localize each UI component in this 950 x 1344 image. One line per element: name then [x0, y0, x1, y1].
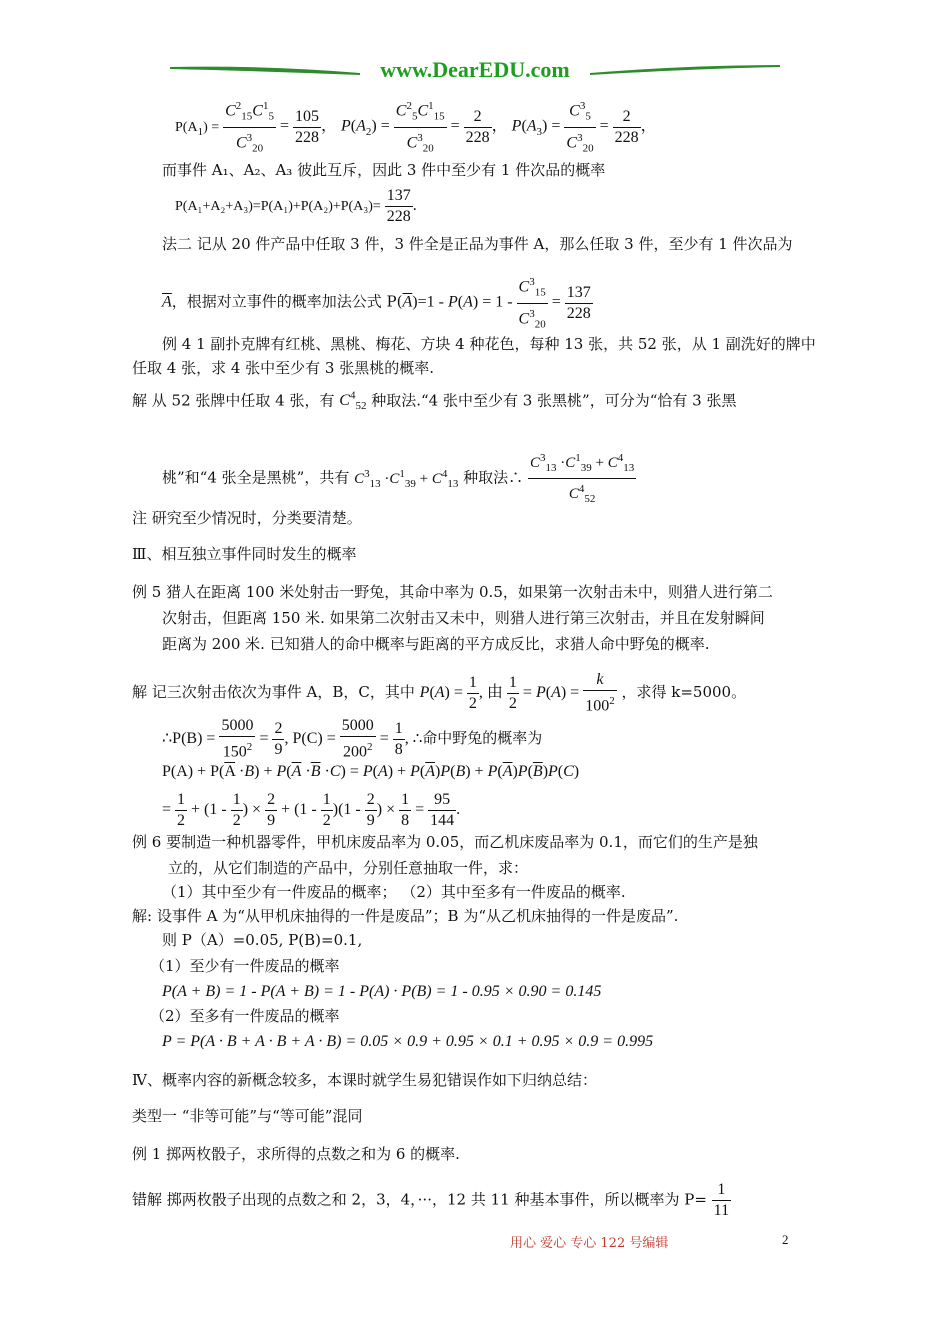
text-line-example5-cont2: 距离为 200 米. 已知猎人的命中概率与距离的平方成反比，求猎人命中野兔的概率. [162, 635, 710, 653]
page-number: 2 [782, 1232, 789, 1247]
text-line-note: 注 研究至少情况时，分类要清楚。 [132, 509, 362, 527]
formula-pa-values: $P(A_1)$ = $\frac{C^2_{15}C^1_5}{C^3_{20}}$ = $\frac{105}{228}$ ， $P(A_2)$ = $\frac{C^2_5C^1_{15}}{C^3_{20}}$ = $\frac{2}{228}$ ， $P(A_3)$ = $\frac{C^3_5}{C^3_{20}}$ = $\frac{2}{228}$ ， [175, 96, 657, 146]
section-heading-independent-events: Ⅲ、相互独立事件同时发生的概率 [132, 545, 357, 563]
text-line-solution6: 解: 设事件 A 为“从甲机床抽得的一件是废品”；B 为“从乙机床抽得的一件是废品”. [132, 907, 679, 925]
text-line-example1: 例 1 掷两枚骰子，求所得的点数之和为 6 的概率. [132, 1145, 460, 1163]
text-line-example6: 例 6 要制造一种机器零件，甲机床废品率为 0.05，而乙机床废品率为 0.1，而它们的生产是独 [132, 833, 758, 851]
text-line-example5-cont1: 次射击，但距离 150 米. 如果第二次射击又未中，则猎人进行第三次射击，并且在发射瞬间 [162, 609, 765, 627]
text-line-part1: （1）至少有一件废品的概率 [150, 957, 340, 975]
text-line-mutually-exclusive: 而事件 A₁、A₂、A₃ 彼此互斥，因此 3 件中至少有 1 件次品的概率 [162, 161, 606, 179]
formula-hit-result: = $\frac{1}{2}$ + (1 - $\frac{1}{2}$ ) × $\frac{2}{9}$ + (1 - $\frac{1}{2}$ )(1 - $\frac{2}{9}$ ) × $\frac{1}{8}$ = $\frac{95}{144}$ . [162, 791, 461, 829]
text-line-part2: （2）至多有一件废品的概率 [150, 1007, 340, 1025]
text-line-example4-cont: 任取 4 张，求 4 张中至少有 3 张黑桃的概率. [132, 359, 435, 377]
text-line-solution4: 解 从 52 张牌中任取 4 张，有 $C^4_{52}$ 种取法.“4 张中至少有 3 张黑桃”，可分为“恰有 3 张黑 [132, 390, 737, 413]
text-line-example6-cont: 立的，从它们制造的产品中，分别任意抽取一件，求： [168, 859, 529, 877]
footer-editor-note: 用心 爱心 专心 122 号编辑 [510, 1236, 669, 1251]
text-line-wrong-solution: 错解 掷两枚骰子出现的点数之和 2，3，4，···，12 共 11 种基本事件，所以概率为 P= $\frac{1}{11}$ [132, 1181, 730, 1219]
text-line-example6-questions: （1）其中至少有一件废品的概率； （2）其中至多有一件废品的概率. [162, 883, 626, 901]
text-line-example4: 例 4 1 副扑克牌有红桃、黑桃、梅花、方块 4 种花色，每种 13 张，共 52 张，从 1 副洗好的牌中 [162, 335, 816, 353]
formula-complement: $\overline{A}$，根据对立事件的概率加法公式 $P(\overline{A})=1 - P(A) = 1$ - $\frac{C^3_{15}}{C^3_{20}}$ = $\frac{137}{228}$ [162, 272, 593, 334]
formula-part1: P(A + B) = 1 - P(A + B) = 1 - P(A) · P(B) = 1 - 0.95 × 0.90 = 0.145 [162, 983, 602, 1000]
dearedu-logo [170, 55, 780, 85]
text-line-example5: 例 5 猎人在距离 100 米处射击一野兔，其命中率为 0.5，如果第一次射击未中，则猎人进行第二 [132, 583, 773, 601]
formula-union: P(A₁+A₂+A₃)=P(A₁)+P(A₂)+P(A₃)= $\frac{137}{228}$ . [175, 187, 417, 225]
formula-hit-probability: $P(A) + P(\overline{A} \cdot B) + P(\overline{A} \cdot\overline{B} \cdot C) = P(A) + P(\overline{A})P(B) + P(\overline{A})P(\overline{B})P(C)$ [162, 763, 580, 780]
formula-pb-pc: ∴P(B) = $\frac{5000}{150^2}$ = $\frac{2}{9}$ , P(C) = $\frac{5000}{200^2}$ = $\frac{1}{8}$ , ∴命中野兔的概率为 [162, 717, 543, 761]
section-heading-common-errors: Ⅳ、概率内容的新概念较多，本课时就学生易犯错误作如下归纳总结： [132, 1071, 597, 1089]
text-line-solution4-cont: 桃”和“4 张全是黑桃”，共有 $C^3_{13} \cdot C^1_{39} + C^4_{13}$ 种取法∴ $\frac{C^3_{13} \cdot C^1_{39} + C^4_{13}}{C^4_{52}}$ [162, 448, 636, 509]
text-line-type1: 类型一 “非等可能”与“等可能”混同 [132, 1107, 363, 1125]
text-line-method2: 法二 记从 20 件产品中任取 3 件，3 件全是正品为事件 A，那么任取 3 件，至少有 1 件次品为 [162, 235, 793, 253]
text-line-solution5: 解 记三次射击依次为事件 A，B，C，其中 P(A) = $\frac{1}{2}$ , 由 $\frac{1}{2}$ = P(A) = $\frac{k}{100^2}$ ，求得 k=5000。 [132, 671, 747, 715]
formula-part2: P = P(A · B + A · B + A · B) = 0.05 × 0.9 + 0.95 × 0.1 + 0.95 × 0.9 = 0.995 [162, 1033, 654, 1050]
svg-text:www.DearEDU.com: www.DearEDU.com [380, 57, 570, 82]
text-line-solution6-given: 则 P（A）=0.05, P(B)=0.1, [162, 931, 363, 949]
